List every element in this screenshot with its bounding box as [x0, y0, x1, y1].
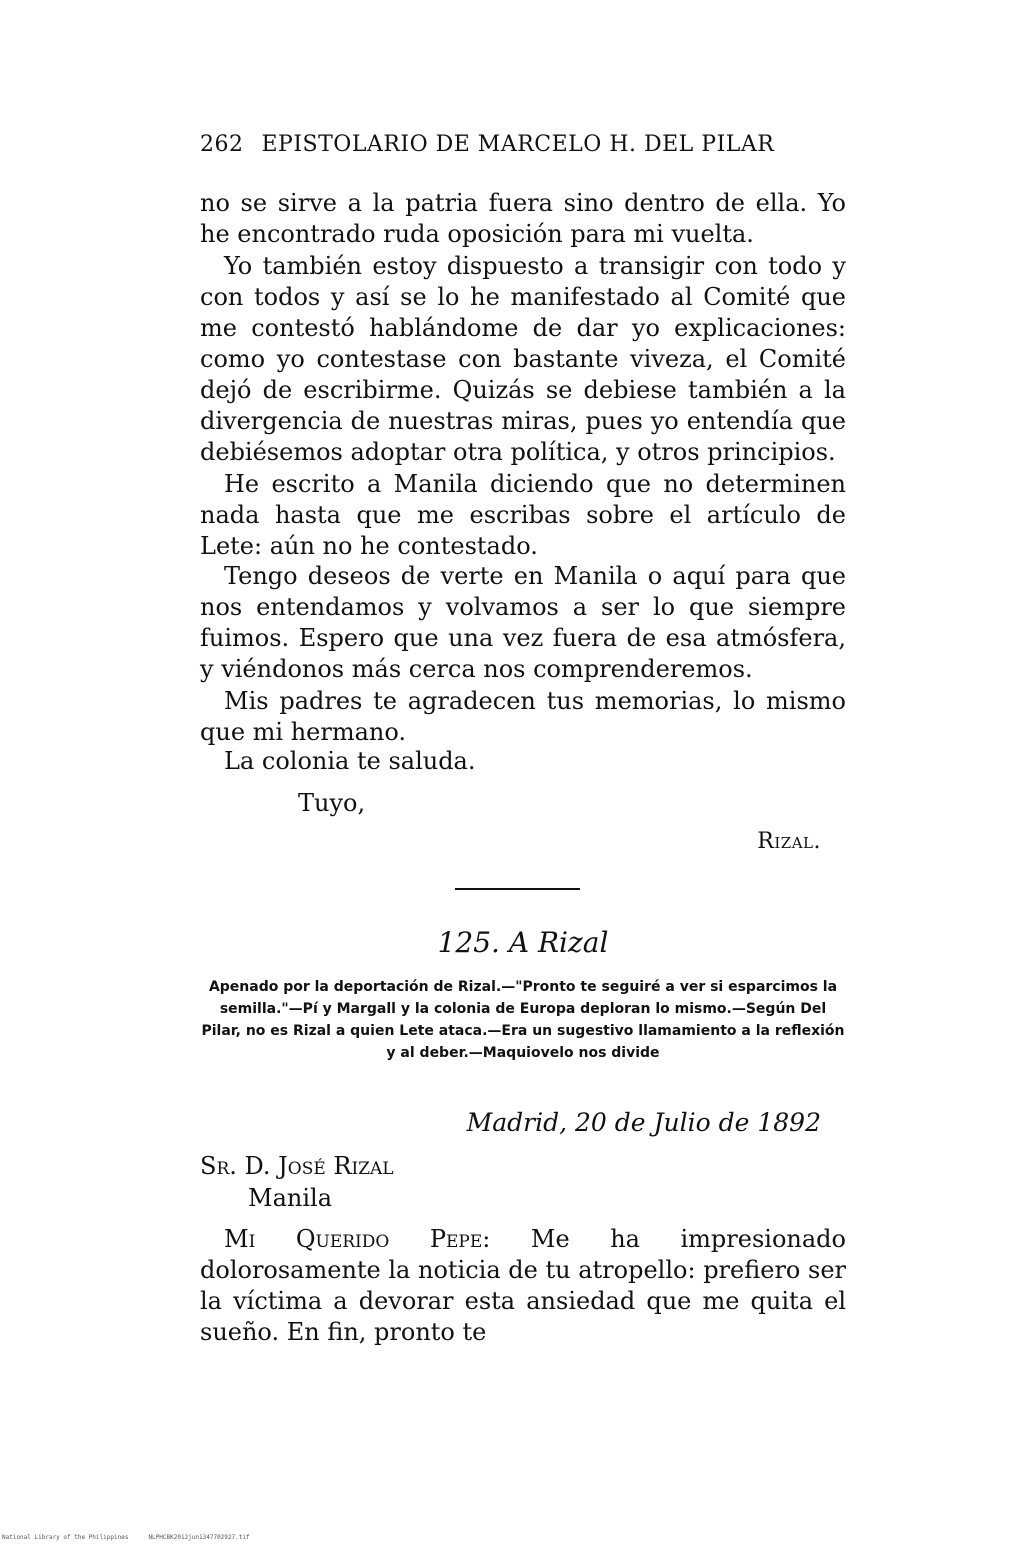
section-divider [455, 888, 580, 890]
page-number: 262 [200, 132, 244, 157]
footer-library: National Library of the Philippines [2, 1534, 129, 1541]
recipient-block [200, 1150, 394, 1214]
paragraph-4: Tengo deseos de verte en Manila o aquí para que nos entendamos y volvamos a ser lo que siempre fuimos. Espero que una vez fuera de esa atmósfera, y viéndonos más cerca nos comprenderemos. [200, 562, 846, 683]
valediction: Tuyo, [298, 789, 366, 817]
scan-footer [2, 1534, 270, 1541]
letter-opening-paragraph [200, 1224, 846, 1348]
paragraph-2: Yo también estoy dispuesto a transigir con todo y con todos y así se lo he manifestado al Comité que me contestó hablándome de dar yo explicaciones: como yo contestase con bastante viveza, el Comité dejó de escribirme. Quizás se debiese también a la divergencia de nuestras miras, pues yo entendía que debiésemos adoptar otra política, y otros principios. [200, 252, 846, 466]
paragraph-3: He escrito a Manila diciendo que no determinen nada hasta que me escribas sobre el artículo de Lete: aún no he contestado. [200, 470, 846, 560]
letter-summary: Apenado por la deportación de Rizal.—"Pronto te seguiré a ver si esparcimos la semilla."—Pí y Margall y la colonia de Europa deploran lo mismo.—Según Del Pilar, no es Rizal a quien Lete ataca.—Era un sugestivo llamamiento a la reflexión y al deber.—Maquiovelo nos divide [201, 979, 845, 1061]
running-title: EPISTOLARIO DE MARCELO H. DEL PILAR [261, 132, 775, 157]
paragraph-6: La colonia te saluda. [224, 747, 476, 775]
paragraph-1: no se sirve a la patria fuera sino dentro de ella. Yo he encontrado ruda oposición para mi vuelta. [200, 189, 846, 248]
recipient-city: Manila [248, 1184, 332, 1212]
recipient-name: Sr. D. José Rizal [200, 1152, 394, 1180]
dateline: Madrid, 20 de Julio de 1892 [466, 1108, 821, 1137]
salutation: Mi Querido Pepe: [224, 1225, 491, 1253]
signature: Rizal. [757, 829, 821, 854]
running-header [200, 132, 820, 157]
opening-text: Me ha impresionado dolorosamente la noticia de tu atropello: prefiero ser la víctima a devorar esta ansiedad que me quita el sueño. En fin, pronto te [200, 1225, 846, 1346]
paragraph-5: Mis padres te agradecen tus memorias, lo mismo que mi hermano. [200, 687, 846, 746]
letter-title: 125. A Rizal [437, 926, 609, 959]
footer-file-id: NLPHCBK2012jun1347702927.tif [148, 1534, 250, 1541]
